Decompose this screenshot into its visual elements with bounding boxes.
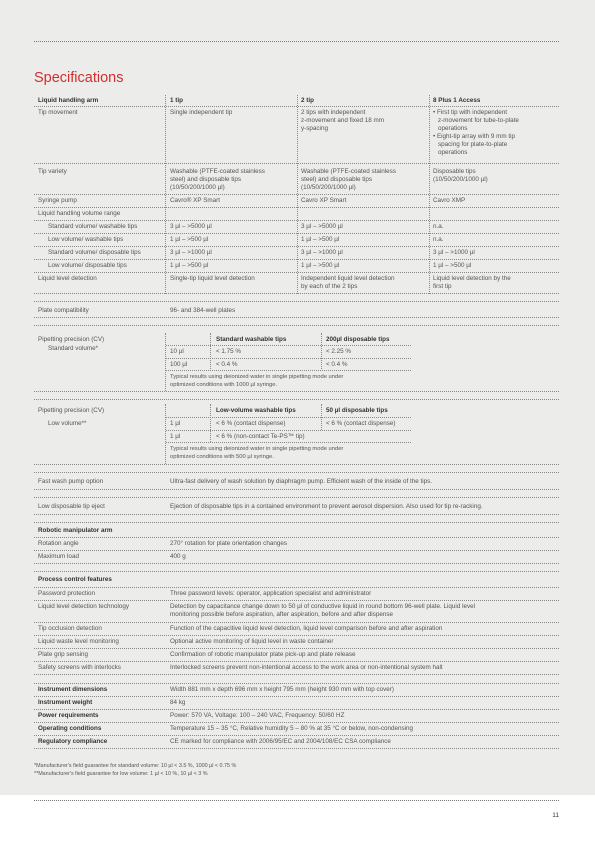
col-header-2tip: 2 tip (301, 97, 314, 104)
cell-text: Ejection of disposable tips in a contained environment to prevent aerosol dispersion. Also used for tip re-racking. (170, 503, 483, 510)
precision-note: optimized conditions with 500 µl syringe. (170, 454, 274, 460)
cell-text: steel) and disposable tips (170, 176, 242, 183)
row-label-plate-compat: Plate compatibility (38, 307, 89, 314)
cell-text: (10/50/200/1000 µl) (433, 176, 488, 183)
cell-text: 400 g (170, 553, 186, 560)
cell-text: < 6 % (non-contact Te-PS™ tip) (216, 433, 305, 440)
cell-text: 2 tips with independent (301, 109, 366, 116)
cell-text: Power: 570 VA, Voltage: 100 – 240 VAC, Frequency: 50/60 HZ (170, 712, 345, 719)
cell-text: by each of the 2 tips (301, 283, 358, 290)
row-label-regulatory: Regulatory compliance (38, 738, 108, 745)
cell-text: 84 kg (170, 699, 186, 706)
cell-text: < 0.4 % (216, 361, 238, 368)
precision-std-label: Pipetting precision (CV) (38, 336, 105, 343)
column-divider (297, 95, 298, 294)
cell-text: 100 µl (170, 361, 188, 368)
cell-text: 1 µl (170, 420, 181, 427)
bottom-divider (34, 800, 559, 801)
row-divider (34, 683, 559, 684)
top-divider (34, 41, 559, 42)
cell-text: Detection by capacitance change down to 50 µl of conductive liquid in round bottom 96-well plate. Liquid level (170, 603, 476, 610)
precision-low-sub: Low volume** (48, 420, 87, 427)
row-label-low-washable: Low volume/ washable tips (48, 236, 124, 243)
row-divider (166, 358, 411, 359)
row-label-weight: Instrument weight (38, 699, 93, 706)
precision-low-label: Pipetting precision (CV) (38, 407, 105, 414)
row-divider (34, 317, 559, 318)
cell-text: Confirmation of robotic manipulator plate pick-up and plate release (170, 651, 356, 658)
row-divider (34, 489, 559, 490)
cell-text: (10/50/200/1000 µl) (170, 184, 225, 191)
cell-text: n.a. (433, 223, 444, 230)
cell-text: 3 µl – >5000 µl (170, 223, 212, 230)
cell-text: Interlocked screens prevent non-intentional access to the work area or non-intentional system halt (170, 664, 443, 671)
precision-note: Typical results using deionized water in single pipetting mode under (170, 374, 344, 380)
cell-text: 1 µl – >500 µl (301, 262, 340, 269)
col-header-arm: Liquid handling arm (38, 97, 99, 104)
cell-text: < 6 % (contact dispense) (216, 420, 286, 427)
cell-text: z-movement for tube-to-plate (438, 117, 519, 124)
cell-text: < 0.4 % (326, 361, 348, 368)
row-divider (34, 635, 559, 636)
row-divider (34, 709, 559, 710)
row-divider (34, 464, 559, 465)
row-divider (34, 537, 559, 538)
cell-text: Independent liquid level detection (301, 275, 395, 282)
row-divider (34, 600, 559, 601)
row-divider (34, 514, 559, 515)
row-divider (166, 442, 411, 443)
cell-text: 10 µl (170, 348, 184, 355)
cell-text: Three password levels: operator, application specialist and administrator (170, 590, 372, 597)
row-label-power: Power requirements (38, 712, 99, 719)
cell-text: < 2.25 % (326, 348, 352, 355)
cell-text: 270° rotation for plate orientation changes (170, 540, 287, 547)
cell-text: first tip (433, 283, 452, 290)
precision-std-h1: Standard washable tips (216, 336, 287, 343)
row-divider (34, 550, 559, 551)
column-divider (210, 404, 211, 442)
cell-text: Width 881 mm x depth 696 mm x height 795 mm (height 930 mm with top cover) (170, 686, 394, 693)
row-label-std-disposable: Standard volume/ disposable tips (48, 249, 141, 256)
row-label-lld-tech: Liquid level detection technology (38, 603, 130, 610)
row-label-waste-level: Liquid waste level monitoring (38, 638, 119, 645)
row-divider (34, 722, 559, 723)
row-divider (34, 399, 559, 400)
row-divider (34, 587, 559, 588)
row-divider (34, 563, 559, 564)
row-label-tip-occlusion: Tip occlusion detection (38, 625, 102, 632)
row-label-std-washable: Standard volume/ washable tips (48, 223, 138, 230)
cell-text: 96- and 384-well plates (170, 307, 236, 314)
row-divider (34, 661, 559, 662)
row-label-low-eject: Low disposable tip eject (38, 503, 105, 510)
row-label-tip-movement: Tip movement (38, 109, 78, 116)
column-divider (165, 95, 166, 294)
cell-text: Washable (PTFE-coated stainless (170, 168, 265, 175)
cell-text: 3 µl – >1000 µl (433, 249, 475, 256)
column-divider (429, 95, 430, 294)
precision-note: Typical results using deionized water in single pipetting mode under (170, 446, 344, 452)
page-title: Specifications (34, 70, 124, 86)
row-label-volume-range: Liquid handling volume range (38, 210, 121, 217)
cell-text: Cavro XMP (433, 197, 466, 204)
cell-text: 3 µl – >1000 µl (301, 249, 343, 256)
cell-text: 1 µl (170, 433, 181, 440)
precision-std-h2: 200µl disposable tips (326, 336, 390, 343)
cell-text: operations (438, 149, 468, 156)
row-divider (34, 674, 559, 675)
cell-text: • First tip with independent (433, 109, 507, 116)
row-divider (34, 325, 559, 326)
cell-text: 3 µl – >5000 µl (301, 223, 343, 230)
row-label-rotation: Rotation angle (38, 540, 79, 547)
row-divider (34, 735, 559, 736)
precision-std-sub: Standard volume* (48, 345, 99, 352)
cell-text: < 1.75 % (216, 348, 242, 355)
cell-text: 1 µl – >500 µl (433, 262, 472, 269)
cell-text: Ultra-fast delivery of wash solution by diaphragm pump. Efficient wash of the inside of the tips. (170, 478, 433, 485)
cell-text: (10/50/200/1000 µl) (301, 184, 356, 191)
cell-text: z-movement and fixed 18 mm (301, 117, 384, 124)
row-divider (34, 391, 559, 392)
cell-text: Single independent tip (170, 109, 233, 116)
row-label-safety-screens: Safety screens with interlocks (38, 664, 121, 671)
cell-text: • Eight-tip array with 9 mm tip (433, 133, 515, 140)
row-label-lld: Liquid level detection (38, 275, 97, 282)
row-label-operating: Operating conditions (38, 725, 102, 732)
cell-text: n.a. (433, 236, 444, 243)
row-divider (34, 748, 559, 749)
row-divider (34, 472, 559, 473)
cell-text: Washable (PTFE-coated stainless (301, 168, 396, 175)
row-label-fast-wash: Fast wash pump option (38, 478, 104, 485)
cell-text: Optional active monitoring of liquid level in waste container (170, 638, 334, 645)
column-divider (321, 333, 322, 369)
cell-text: Function of the capacitive liquid level detection, liquid level comparison before and after aspiration (170, 625, 443, 632)
row-label-plate-grip: Plate grip sensing (38, 651, 89, 658)
cell-text: Cavro® XP Smart (170, 197, 221, 204)
row-label-dimensions: Instrument dimensions (38, 686, 108, 693)
row-divider (34, 497, 559, 498)
column-divider (165, 404, 166, 464)
row-divider (166, 430, 411, 431)
cell-text: monitoring possible before aspiration, after aspiration, before and after dispense (170, 611, 393, 618)
row-label-low-disposable: Low volume/ disposable tips (48, 262, 127, 269)
cell-text: Disposable tips (433, 168, 476, 175)
cell-text: y-spacing (301, 125, 328, 132)
cell-text: < 6 % (contact dispense) (326, 420, 396, 427)
row-divider (166, 417, 411, 418)
row-divider (34, 696, 559, 697)
cell-text: Liquid level detection by the (433, 275, 511, 282)
robotic-heading: Robotic manipulator arm (38, 527, 113, 534)
precision-low-h2: 50 µl disposable tips (326, 407, 388, 414)
row-divider (34, 622, 559, 623)
footnote: **Manufacturer's field guarantee for low volume: 1 µl < 10 %, 10 µl < 3 % (34, 771, 208, 777)
cell-text: 1 µl – >500 µl (170, 236, 209, 243)
row-divider (34, 522, 559, 523)
row-divider (166, 370, 411, 371)
row-divider (34, 571, 559, 572)
row-label-password: Password protection (38, 590, 96, 597)
cell-text: Temperature 15 – 35 °C, Relative humidity 5 – 80 % at 35 °C or below, non-condensing (170, 725, 414, 732)
col-header-1tip: 1 tip (170, 97, 183, 104)
cell-text: 3 µl – >1000 µl (170, 249, 212, 256)
cell-text: 1 µl – >500 µl (170, 262, 209, 269)
col-header-8plus1: 8 Plus 1 Access (433, 97, 481, 104)
cell-text: Cavro XP Smart (301, 197, 347, 204)
row-label-syringe-pump: Syringe pump (38, 197, 77, 204)
cell-text: CE marked for compliance with 2006/95/EC and 2004/108/EC CSA compliance (170, 738, 391, 745)
row-divider (34, 648, 559, 649)
page-number: 11 (552, 812, 559, 819)
column-divider (165, 333, 166, 391)
column-divider (210, 333, 211, 369)
cell-text: Single-tip liquid level detection (170, 275, 255, 282)
row-divider (34, 301, 559, 302)
cell-text: operations (438, 125, 468, 132)
cell-text: spacing for plate-to-plate (438, 141, 508, 148)
row-divider (166, 345, 411, 346)
footnote: *Manufacturer's field guarantee for standard volume: 10 µl < 3.5 %, 1000 µl < 0.75 % (34, 763, 237, 769)
row-label-max-load: Maximum load (38, 553, 79, 560)
row-label-tip-variety: Tip variety (38, 168, 67, 175)
cell-text: steel) and disposable tips (301, 176, 373, 183)
precision-note: optimized conditions with 1000 µl syringe. (170, 382, 278, 388)
process-heading: Process control features (38, 576, 112, 583)
precision-low-h1: Low-volume washable tips (216, 407, 296, 414)
cell-text: 1 µl – >500 µl (301, 236, 340, 243)
